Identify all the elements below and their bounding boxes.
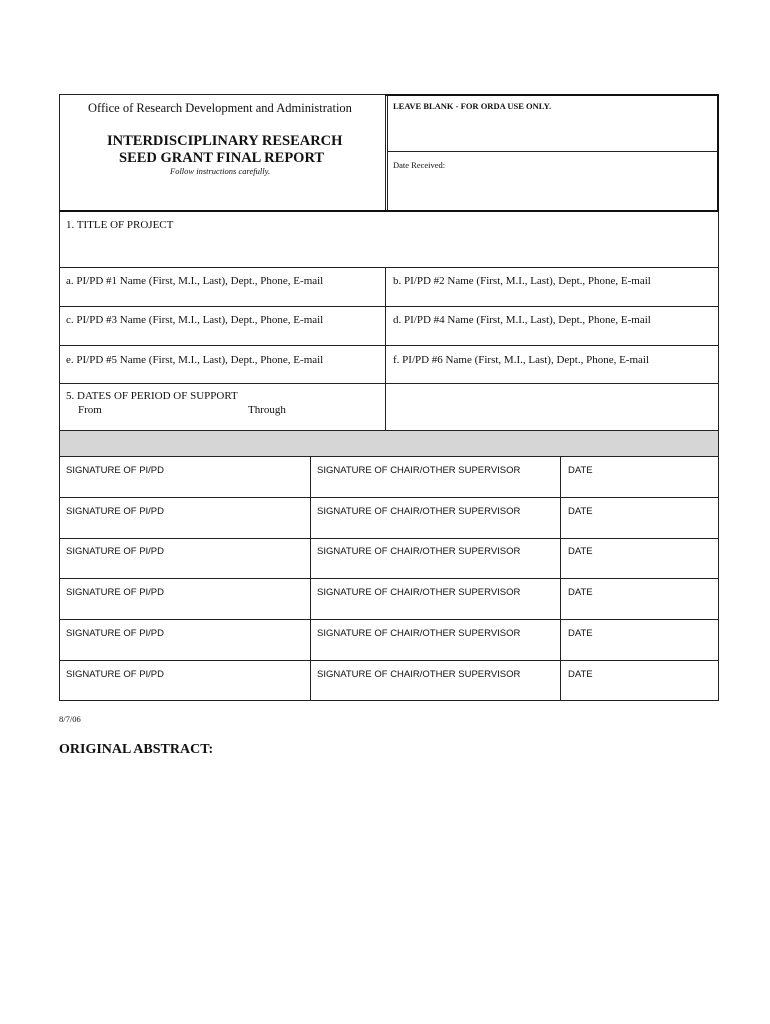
- signature-chair-field[interactable]: SIGNATURE OF CHAIR/OTHER SUPERVISOR: [317, 506, 521, 517]
- pi-1-field[interactable]: a. PI/PD #1 Name (First, M.I., Last), Dept., Phone, E-mail: [66, 275, 324, 287]
- orda-split-line: [387, 151, 718, 152]
- header-divider: [385, 94, 386, 212]
- sig-row-line: [59, 538, 719, 539]
- instructions-note: Follow instructions carefully.: [170, 166, 271, 176]
- pi-row3-bottom: [59, 383, 719, 384]
- pi-row1-bottom: [59, 306, 719, 307]
- signature-chair-field[interactable]: SIGNATURE OF CHAIR/OTHER SUPERVISOR: [317, 669, 521, 680]
- pi-column-divider: [385, 267, 386, 430]
- shaded-band-bottom: [59, 456, 719, 457]
- title-of-project-field[interactable]: 1. TITLE OF PROJECT: [66, 219, 174, 231]
- signature-date-field[interactable]: DATE: [568, 546, 593, 557]
- leave-blank-label: LEAVE BLANK - FOR ORDA USE ONLY.: [393, 101, 552, 111]
- shaded-band: [60, 431, 718, 456]
- sig-row-line: [59, 619, 719, 620]
- form-title-line2: SEED GRANT FINAL REPORT: [119, 150, 325, 166]
- signature-pi-field[interactable]: SIGNATURE OF PI/PD: [66, 628, 165, 639]
- sig-row-line: [59, 497, 719, 498]
- sig-row-line: [59, 660, 719, 661]
- header-bottom-line: [59, 210, 719, 212]
- signature-pi-field[interactable]: SIGNATURE OF PI/PD: [66, 465, 165, 476]
- pi-3-field[interactable]: c. PI/PD #3 Name (First, M.I., Last), Dept., Phone, E-mail: [66, 314, 324, 326]
- through-date-field[interactable]: Through: [248, 404, 286, 416]
- office-name: Office of Research Development and Administration: [88, 101, 352, 115]
- signature-chair-field[interactable]: SIGNATURE OF CHAIR/OTHER SUPERVISOR: [317, 465, 521, 476]
- orda-right-border: [717, 94, 719, 212]
- signature-date-field[interactable]: DATE: [568, 587, 593, 598]
- signature-date-field[interactable]: DATE: [568, 669, 593, 680]
- signature-chair-field[interactable]: SIGNATURE OF CHAIR/OTHER SUPERVISOR: [317, 546, 521, 557]
- pi-2-field[interactable]: b. PI/PD #2 Name (First, M.I., Last), Dept., Phone, E-mail: [393, 275, 651, 287]
- signature-pi-field[interactable]: SIGNATURE OF PI/PD: [66, 669, 165, 680]
- form-title-line1: INTERDISCIPLINARY RESEARCH: [107, 133, 343, 149]
- signature-date-field[interactable]: DATE: [568, 465, 593, 476]
- header-divider-2: [387, 94, 388, 212]
- form-version-date: 8/7/06: [59, 714, 81, 724]
- signature-pi-field[interactable]: SIGNATURE OF PI/PD: [66, 506, 165, 517]
- signature-date-field[interactable]: DATE: [568, 628, 593, 639]
- signature-pi-field[interactable]: SIGNATURE OF PI/PD: [66, 587, 165, 598]
- sig-row-line: [59, 578, 719, 579]
- pi-4-field[interactable]: d. PI/PD #4 Name (First, M.I., Last), Dept., Phone, E-mail: [393, 314, 651, 326]
- signature-pi-field[interactable]: SIGNATURE OF PI/PD: [66, 546, 165, 557]
- date-received-label: Date Received:: [393, 160, 446, 170]
- from-date-field[interactable]: From: [78, 404, 102, 416]
- pi-6-field[interactable]: f. PI/PD #6 Name (First, M.I., Last), Dept., Phone, E-mail: [393, 354, 650, 366]
- title-bottom-line: [59, 267, 719, 268]
- dates-of-support-label: 5. DATES OF PERIOD OF SUPPORT: [66, 390, 238, 402]
- signature-chair-field[interactable]: SIGNATURE OF CHAIR/OTHER SUPERVISOR: [317, 628, 521, 639]
- signature-chair-field[interactable]: SIGNATURE OF CHAIR/OTHER SUPERVISOR: [317, 587, 521, 598]
- pi-row2-bottom: [59, 345, 719, 346]
- abstract-heading: ORIGINAL ABSTRACT:: [59, 742, 214, 757]
- signature-date-field[interactable]: DATE: [568, 506, 593, 517]
- pi-5-field[interactable]: e. PI/PD #5 Name (First, M.I., Last), Dept., Phone, E-mail: [66, 354, 324, 366]
- orda-top-border: [386, 94, 719, 96]
